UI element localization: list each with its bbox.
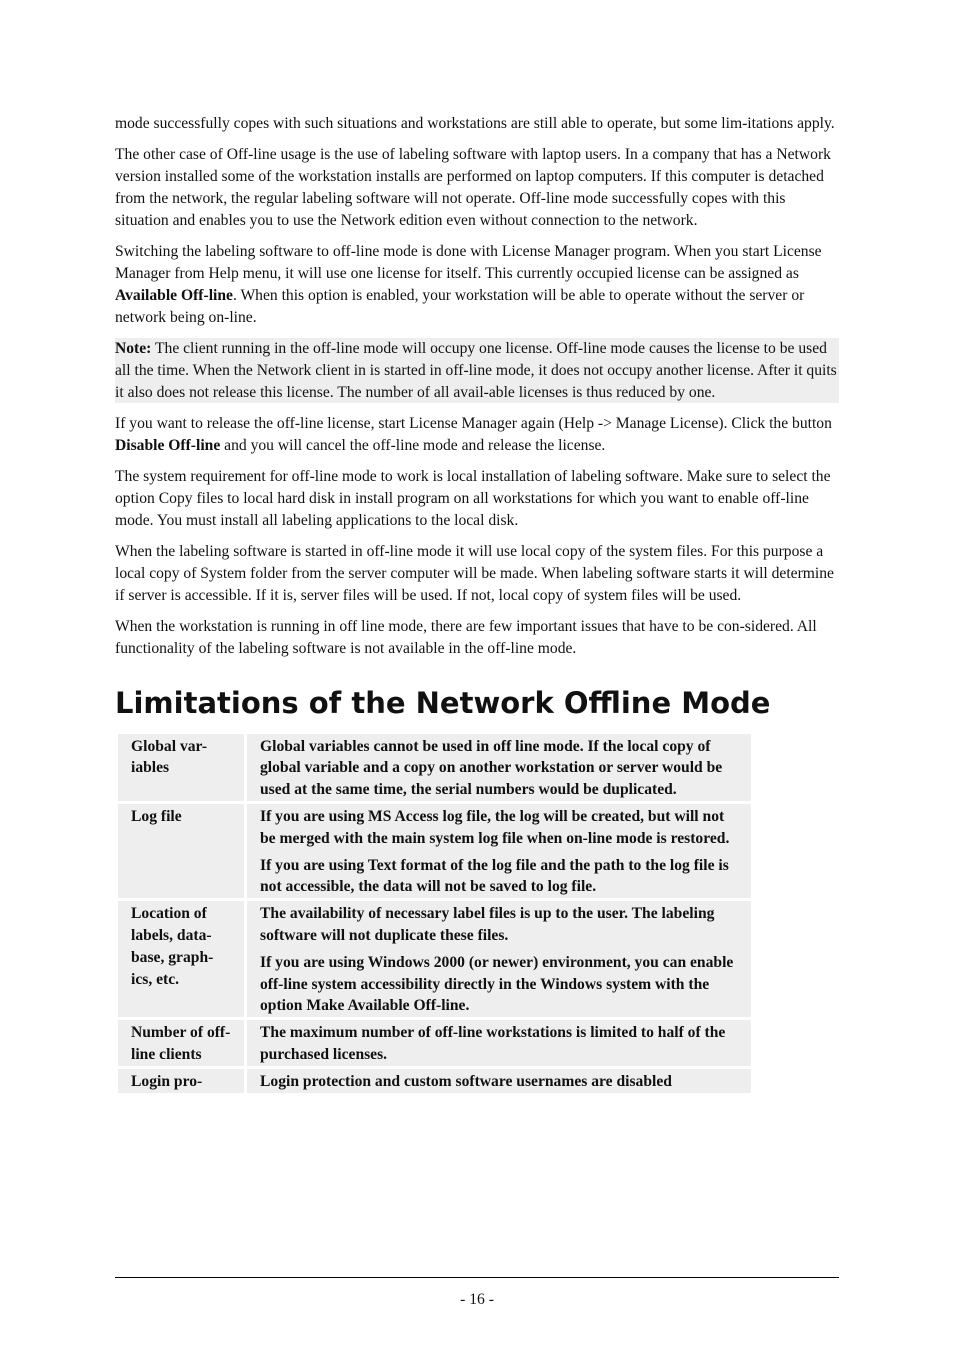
limitation-text: If you are using MS Access log file, the log will be created, but will not be merged with the main system log file when on-line mode is restored. <box>260 808 730 847</box>
limitation-value <box>247 901 751 1017</box>
table-row <box>118 901 751 1017</box>
limitation-key: Log file <box>118 804 244 898</box>
note-text: The client running in the off-line mode will occupy one license. Off-line mode causes the license to be used all the time. When the Network client in is started in off-line mode, it does not occupy another license. After it quits it also does not release this license. The number of all avail-able licenses is thus reduced by one. <box>115 339 837 401</box>
limitation-key: Global var-iables <box>118 734 244 801</box>
limitation-text: Login protection and custom software usernames are disabled <box>260 1072 672 1090</box>
table-row <box>118 734 751 801</box>
limitation-text: The maximum number of off-line workstations is limited to half of the purchased licenses. <box>260 1024 726 1064</box>
limitation-key: Number of off-line clients <box>118 1020 244 1066</box>
switching-bold-term: Available Off-line <box>115 286 233 304</box>
limitation-value <box>247 1020 751 1066</box>
note-label: Note: <box>115 339 152 357</box>
release-text-before: If you want to release the off-line license, start License Manager again (Help -> Manage License). Click the button <box>115 414 832 432</box>
limitation-text: Global variables cannot be used in off line mode. If the local copy of global variable and a copy on another workstation or server would be used at the same time, the serial numbers would be duplicated. <box>260 737 723 799</box>
paragraph-offline-intro: mode successfully copes with such situations and workstations are still able to operate, but some lim-itations apply. <box>115 115 835 132</box>
paragraph-issues: When the workstation is running in off line mode, there are few important issues that have to be con-sidered. All functionality of the labeling software is not available in the off-line mode. <box>115 618 817 657</box>
paragraph-release <box>115 413 839 457</box>
limitation-value <box>247 734 751 801</box>
paragraph-system-requirement: The system requirement for off-line mode to work is local installation of labeling software. Make sure to select the option Copy files to local hard disk in install program on all workstations for which you want to enable off-line mode. You must install all labeling applications to the local disk. <box>115 468 831 529</box>
paragraph-switching <box>115 241 839 328</box>
limitation-key: Login pro- <box>118 1069 244 1093</box>
limitation-key: Location of labels, data-base, graph-ics, etc. <box>118 901 244 1017</box>
switching-text-before: Switching the labeling software to off-line mode is done with License Manager program. When you start License Manager from Help menu, it will use one license for itself. This currently occupied license can be assigned as <box>115 243 822 282</box>
paragraph-laptop-users: The other case of Off-line usage is the use of labeling software with laptop users. In a company that has a Network version installed some of the workstation installs are performed on laptop computers. If this computer is detached from the network, the regular labeling software will not operate. Off-line mode successfully copes with this situation and enables you to use the Network edition even without connection to the network. <box>115 146 831 229</box>
release-bold-term: Disable Off-line <box>115 436 221 454</box>
document-page <box>115 113 839 1096</box>
footer-divider <box>115 1277 839 1278</box>
release-text-after: and you will cancel the off-line mode and release the license. <box>220 436 606 454</box>
note-box <box>115 338 839 403</box>
paragraph-local-copy: When the labeling software is started in off-line mode it will use local copy of the system files. For this purpose a local copy of System folder from the server computer will be made. When labeling software starts it will determine if server is accessible. If it is, server files will be used. If not, local copy of system files will be used. <box>115 543 834 604</box>
page-number: - 16 - <box>460 1291 494 1308</box>
limitation-text: The availability of necessary label files is up to the user. The labeling software will not duplicate these files. <box>260 905 715 945</box>
table-row <box>118 1069 751 1093</box>
limitation-value <box>247 804 751 898</box>
switching-text-after: . When this option is enabled, your workstation will be able to operate without the server or network being on-line. <box>115 286 805 326</box>
limitation-text: If you are using Windows 2000 (or newer) environment, you can enable off-line system accessibility directly in the Windows system with the option Make Available Off-line. <box>260 953 734 1015</box>
section-title: Limitations of the Network Offline Mode <box>115 685 771 720</box>
table-row <box>118 804 751 898</box>
limitation-value <box>247 1069 751 1093</box>
limitations-table <box>115 731 754 1096</box>
table-row <box>118 1020 751 1066</box>
limitation-text: If you are using Text format of the log file and the path to the log file is not accessible, the data will not be saved to log file. <box>260 856 729 896</box>
